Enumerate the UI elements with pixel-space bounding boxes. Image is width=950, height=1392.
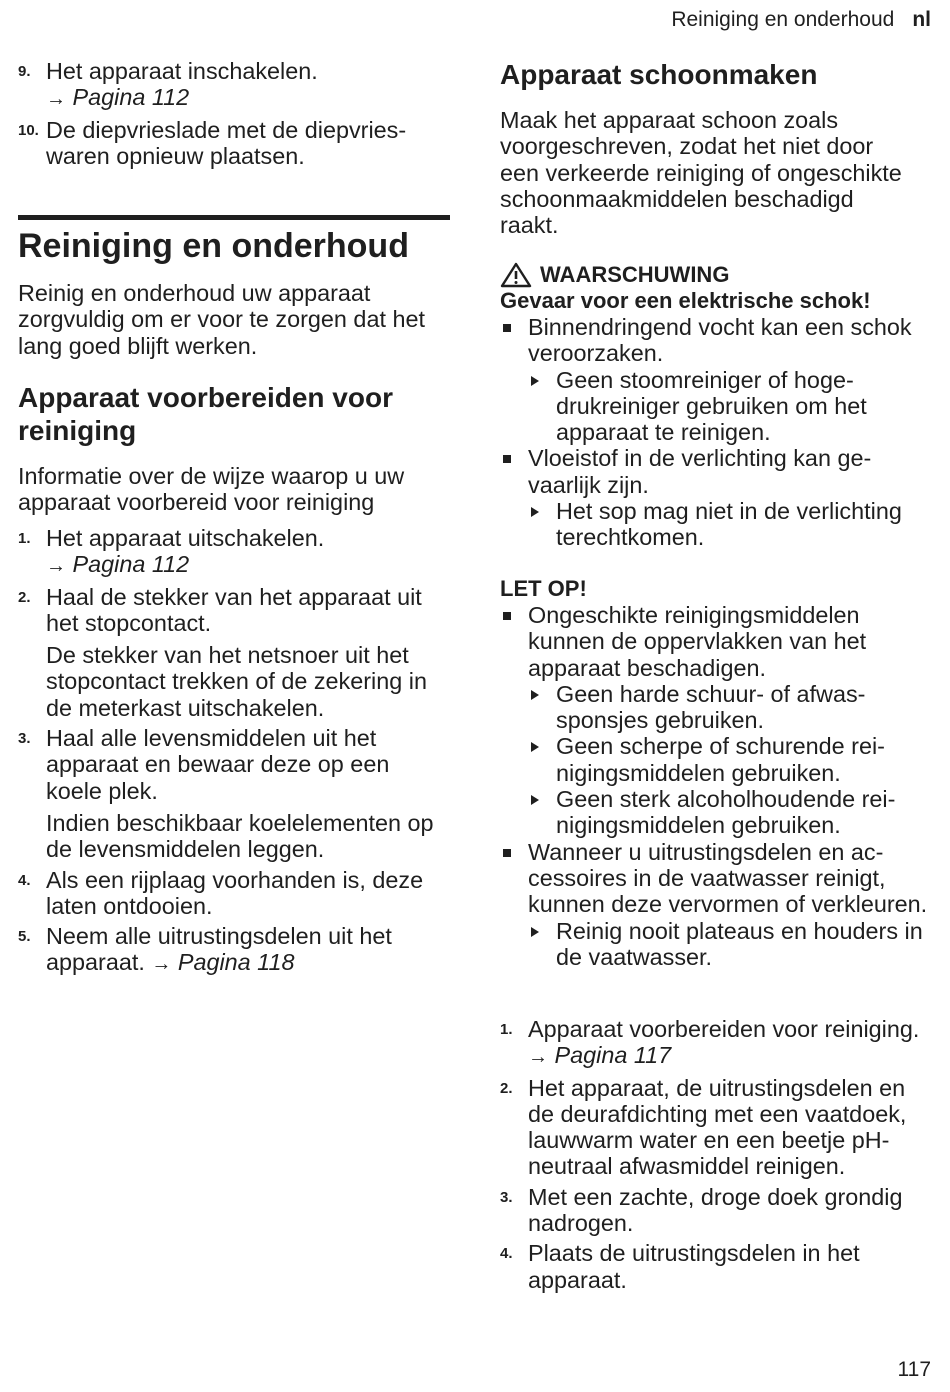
arrow-right-icon: → bbox=[46, 88, 66, 111]
notice-heading: LET OP! bbox=[500, 576, 587, 601]
list-item bbox=[500, 1016, 932, 1071]
action-list bbox=[528, 681, 932, 839]
bullet-square-icon bbox=[503, 612, 511, 620]
action-item: Geen sterk alcoholhoudende reinigingsmiddelen gebruiken. bbox=[528, 786, 932, 839]
bullet-square-icon bbox=[503, 324, 511, 332]
page-header bbox=[671, 8, 931, 32]
subsection-title: Apparaat voorbereiden voor reiniging bbox=[18, 382, 393, 446]
step-text: Apparaat voorbereiden voor reiniging. bbox=[528, 1016, 920, 1042]
action-list bbox=[528, 367, 932, 446]
notice-block bbox=[500, 576, 932, 970]
action-item: Reinig nooit plateaus en houders in de vaatwasser. bbox=[528, 918, 932, 971]
warning-triangle-icon bbox=[500, 262, 532, 288]
list-item bbox=[18, 584, 450, 721]
clean-title: Apparaat schoonmaken bbox=[500, 59, 818, 90]
step-number: 4. bbox=[18, 871, 31, 889]
warning-heading: WAARSCHUWING bbox=[500, 262, 932, 288]
step-text: Plaats de uitrustingsdelen in het apparaat. bbox=[528, 1240, 860, 1293]
step-number: 10. bbox=[18, 121, 39, 139]
arrow-right-icon: → bbox=[46, 555, 66, 578]
step-text: Als een rijplaag voorhanden is, deze laten ontdooien. bbox=[46, 866, 424, 919]
action-list bbox=[528, 918, 932, 971]
step-number: 2. bbox=[18, 588, 31, 606]
list-item: Wanneer u uitrustingsdelen en accessoires in de vaatwasser reinigt, kunnen deze vervormen of verkleuren. Reinig nooit plateaus en houders in de vaatwasser. bbox=[500, 839, 932, 970]
list-item bbox=[18, 867, 450, 920]
list-item bbox=[500, 1184, 932, 1237]
step-text: De diepvrieslade met de diepvrieswaren opnieuw plaatsen. bbox=[46, 116, 407, 169]
page-ref-link[interactable]: → Pagina 112 bbox=[46, 84, 190, 111]
list-item bbox=[18, 58, 450, 113]
arrow-right-icon: → bbox=[528, 1046, 548, 1069]
section-intro: Reinig en onderhoud uw apparaat zorgvuldig om er voor te zorgen dat het lang goed blijft werken. bbox=[18, 280, 425, 359]
action-item: Geen harde schuur- of afwassponsjes gebruiken. bbox=[528, 681, 932, 734]
action-item: Geen scherpe of schurende reinigingsmiddelen gebruiken. bbox=[528, 733, 932, 786]
arrow-right-icon: → bbox=[151, 953, 172, 976]
list-item bbox=[18, 923, 450, 978]
page-ref-link[interactable]: → Pagina 118 bbox=[151, 949, 295, 976]
step-number: 1. bbox=[18, 530, 31, 547]
step-text: Met een zachte, droge doek grondig nadrogen. bbox=[528, 1183, 903, 1237]
step-number: 2. bbox=[500, 1079, 513, 1097]
top-steps bbox=[18, 58, 450, 169]
step-text: Het apparaat, de uitrustingsdelen en de deurafdichting met een vaatdoek, lauwwarm water en een beetje pH-neutraal afwasmiddel reinigen. bbox=[528, 1074, 907, 1180]
action-triangle-icon bbox=[531, 927, 539, 937]
list-item bbox=[18, 725, 450, 862]
clean-intro: Maak het apparaat schoon zoals voorgeschreven, zodat het niet door een verkeerde reiniging of ongeschikte schoonmaakmiddelen beschadigd raakt. bbox=[500, 107, 902, 239]
action-list bbox=[528, 498, 932, 551]
step-number: 4. bbox=[500, 1245, 513, 1263]
step-text: Haal de stekker van het apparaat uit het stopcontact. bbox=[46, 583, 422, 636]
step-number: 1. bbox=[500, 1021, 513, 1038]
clean-steps bbox=[500, 1016, 932, 1293]
step-number: 9. bbox=[18, 63, 31, 80]
step-note: De stekker van het netsnoer uit het stopcontact trekken of de zekering in de meterkast uitschakelen. bbox=[46, 642, 427, 721]
action-item: Het sop mag niet in de verlichting terechtkomen. bbox=[528, 498, 932, 551]
step-text: Haal alle levensmiddelen uit het apparaat en bewaar deze op een koele plek. bbox=[46, 725, 390, 804]
list-item: Vloeistof in de verlichting kan gevaarlijk zijn. Het sop mag niet in de verlichting terechtkomen. bbox=[500, 445, 932, 550]
page-ref-link[interactable]: → Pagina 112 bbox=[46, 551, 190, 578]
step-note: Indien beschikbaar koelelementen op de levensmiddelen leggen. bbox=[46, 809, 434, 863]
prep-steps bbox=[18, 525, 450, 978]
warning-block bbox=[500, 262, 932, 551]
warning-list bbox=[500, 314, 932, 551]
step-number: 5. bbox=[18, 928, 31, 946]
header-lang: nl bbox=[912, 8, 931, 31]
bullet-square-icon bbox=[503, 455, 511, 463]
list-item bbox=[18, 117, 450, 170]
action-item: Geen stoomreiniger of hogedrukreiniger gebruiken om het apparaat te reinigen. bbox=[528, 367, 932, 446]
list-item bbox=[18, 525, 450, 580]
action-triangle-icon bbox=[531, 690, 539, 700]
warning-subtitle: Gevaar voor een elektrische schok! bbox=[500, 288, 871, 313]
section-title: Reiniging en onderhoud bbox=[18, 227, 409, 265]
step-text: Het apparaat inschakelen. bbox=[46, 58, 318, 84]
step-text: Het apparaat uitschakelen. bbox=[46, 525, 325, 551]
subsection-intro: Informatie over de wijze waarop u uw apparaat voorbereid voor reiniging bbox=[18, 463, 405, 516]
notice-list bbox=[500, 602, 932, 970]
action-triangle-icon bbox=[531, 742, 539, 752]
list-item: Ongeschikte reinigingsmiddelen kunnen de oppervlakken van het apparaat beschadigen. Geen harde schuur- of afwassponsjes gebruiken. Geen scherpe of schurende reinigingsmiddelen gebruiken. Geen sterk alcoholhoudende reinigingsmiddelen gebruiken. bbox=[500, 602, 932, 839]
section-rule bbox=[18, 215, 450, 220]
list-item bbox=[500, 1075, 932, 1180]
step-number: 3. bbox=[18, 730, 31, 748]
action-triangle-icon bbox=[531, 507, 539, 517]
action-triangle-icon bbox=[531, 795, 539, 805]
list-item: Binnendringend vocht kan een schok veroorzaken. Geen stoomreiniger of hogedrukreiniger gebruiken om het apparaat te reinigen. bbox=[500, 314, 932, 445]
list-item bbox=[500, 1240, 932, 1293]
bullet-square-icon bbox=[503, 849, 511, 857]
step-number: 3. bbox=[500, 1188, 513, 1206]
page-number: 117 bbox=[897, 1358, 931, 1381]
page-ref-link[interactable]: → Pagina 117 bbox=[528, 1042, 672, 1069]
header-section: Reiniging en onderhoud bbox=[671, 8, 895, 31]
action-triangle-icon bbox=[531, 376, 539, 386]
step-text: Neem alle uitrustingsdelen uit het apparaat. bbox=[46, 923, 392, 976]
